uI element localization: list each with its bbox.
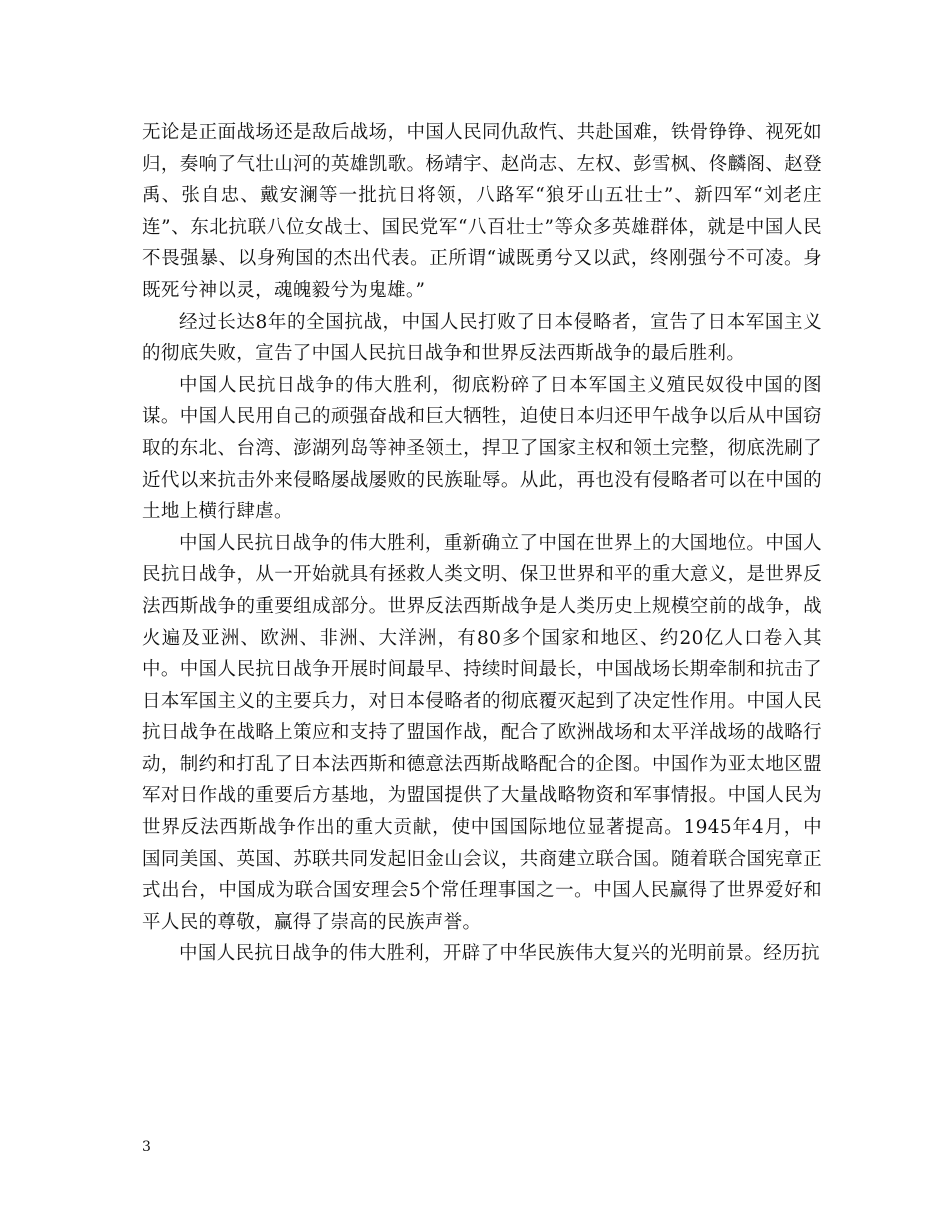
paragraph-great-power-status: 中国人民抗日战争的伟大胜利，重新确立了中国在世界上的大国地位。中国人民抗日战争，从一开始就具有拯救人类文明、保卫世界和平的重大意义，是世界反法西斯战争的重要组成部分。世界反法西斯战争是人类历史上规模空前的战争，战火遍及亚洲、欧洲、非洲、大洋洲，有80多个国家和地区、约20亿人口卷入其中。中国人民抗日战争开展时间最早、持续时间最长，中国战场长期牵制和抗击了日本军国主义的主要兵力，对日本侵略者的彻底覆灭起到了决定性作用。中国人民抗日战争在战略上策应和支持了盟国作战，配合了欧洲战场和太平洋战场的战略行动，制约和打乱了日本法西斯和德意法西斯战略配合的企图。中国作为亚太地区盟军对日作战的重要后方基地，为盟国提供了大量战略物资和军事情报。中国人民为世界反法西斯战争作出的重大贡献，使中国国际地位显著提高。1945年4月，中国同美国、英国、苏联共同发起旧金山会议，共商建立联合国。随着联合国宪章正式出台，中国成为联合国安理会5个常任理事国之一。中国人民赢得了世界爱好和平人民的尊敬，赢得了崇高的民族声誉。 (142, 532, 822, 933)
paragraph-rejuvenation: 中国人民抗日战争的伟大胜利，开辟了中华民族伟大复兴的光明前景。经历抗 (179, 943, 820, 965)
body-text (142, 117, 822, 970)
paragraph-victory: 经过长达8年的全国抗战，中国人民打败了日本侵略者，宣告了日本军国主义的彻底失败，宣告了中国人民抗日战争和世界反法西斯战争的最后胜利。 (142, 311, 822, 365)
paragraph-colonial-plot: 中国人民抗日战争的伟大胜利，彻底粉碎了日本军国主义殖民奴役中国的图谋。中国人民用自己的顽强奋战和巨大牺牲，迫使日本归还甲午战争以后从中国窃取的东北、台湾、澎湖列岛等神圣领土，捍卫了国家主权和领土完整，彻底洗刷了近代以来抗击外来侵略屡战屡败的民族耻辱。从此，再也没有侵略者可以在中国的土地上横行肆虐。 (142, 374, 822, 523)
paragraph-heroes: 无论是正面战场还是敌后战场，中国人民同仇敌忾、共赴国难，铁骨铮铮、视死如归，奏响了气壮山河的英雄凯歌。杨靖宇、赵尚志、左权、彭雪枫、佟麟阁、赵登禹、张自忠、戴安澜等一批抗日将领，八路军“狼牙山五壮士”、新四军“刘老庄连”、东北抗联八位女战士、国民党军“八百壮士”等众多英雄群体，就是中国人民不畏强暴、以身殉国的杰出代表。正所谓“诚既勇兮又以武，终刚强兮不可凌。身既死兮神以灵，魂魄毅兮为鬼雄。” (142, 122, 822, 301)
page-number: 3 (142, 1139, 151, 1155)
